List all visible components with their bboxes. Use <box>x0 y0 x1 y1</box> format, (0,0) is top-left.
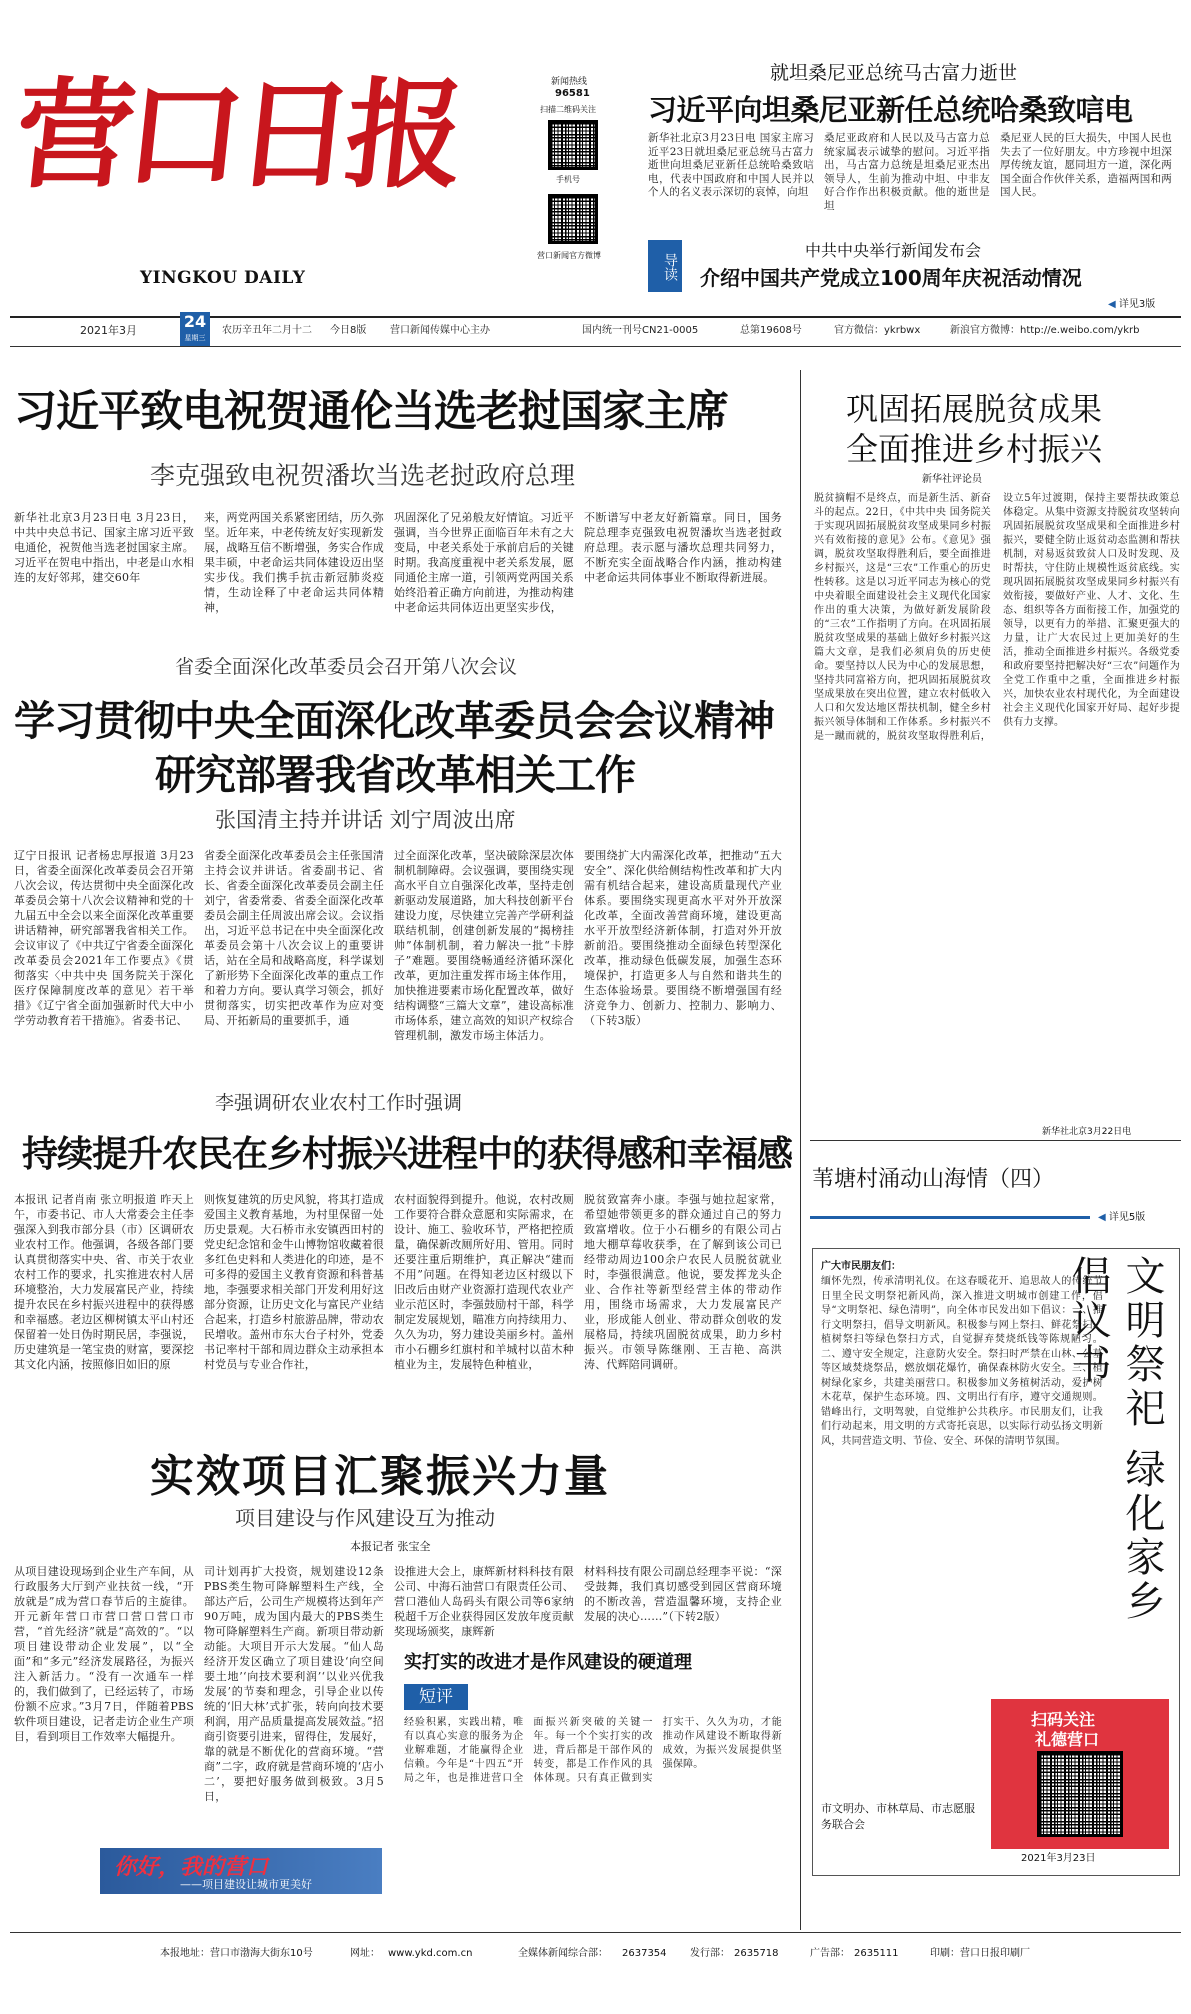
commentary-text: 经验积累，实践出精，唯有以真心实意的服务为企业解难题，才能赢得企业信赖。今年是“十四五”开局之年，也是推进营口全面振兴新突破的关键一年。每一个个实打实的改进，背后都是干部作风的转变，都是工作作风的具体体现。只有真正做到实打实干、久久为功，才能推动作风建设不断取得新成效，为振兴发展提供坚强保障。 <box>404 1717 782 1784</box>
reform-kicker: 省委全面深化改革委员会召开第八次会议 <box>175 656 518 678</box>
commentary-headline: 实打实的改进才是作风建设的硬道理 <box>404 1652 692 1673</box>
editorial-footer: 新华社北京3月22日电 <box>1042 1127 1132 1137</box>
weekday: 星期三 <box>184 334 206 342</box>
rural-col1: 本报讯 记者肖南 张立明报道 昨天上午，市委书记、市人大常委会主任李强深入到我市部分县（市）区调研农业农村工作。他强调，各级各部门要认真贯彻落实中央、省、市关于农业农村工作的要求，扎实推进农村人居环境整治，大力发展富民产业，持续提升农民在乡村振兴进程中的获得感和幸福感。老边区柳树镇太平山村还保留着一处日伪时期民居，李强说，历史建筑是一笔宝贵的财富，要深挖其文化内涵，按照修旧如旧的原 <box>14 1193 194 1371</box>
date-text: 2021年3月 <box>80 324 137 337</box>
editorial-headline-2: 全面推进乡村振兴 <box>846 430 1103 468</box>
proposal-date: 2021年3月23日 <box>1021 1853 1096 1864</box>
footer-site-label: 网址： <box>350 1948 380 1959</box>
commentary-label: 短评 <box>404 1684 468 1710</box>
qr1-caption: 扫描二维码关注 <box>540 105 596 114</box>
footer-site[interactable]: www.ykd.com.cn <box>388 1948 473 1959</box>
guide-badge: 导读 <box>648 240 682 292</box>
column-divider <box>800 370 801 1930</box>
weibo-url[interactable]: 新浪官方微博：http://e.weibo.com/ykrb <box>950 325 1140 336</box>
arrow-right-icon: ◀ <box>1108 299 1116 310</box>
divider <box>810 1140 1181 1141</box>
lead-col3: 巩固深化了兄弟般友好情谊。习近平强调，当今世界正面临百年未有之大变局，中老关系处于承前启后的关键时期。我高度重视中老关系发展，愿同通伦主席一道，引领两党两国关系始终沿着正确方向前进，为推动构建中老命运共同体迈出更坚实步伐， <box>394 511 574 614</box>
masthead <box>0 0 1191 310</box>
footer-phone1-label: 全媒体新闻综合部： <box>518 1948 608 1959</box>
lead-headline: 习近平致电祝贺通伦当选老挝国家主席 <box>14 387 728 437</box>
serial-title[interactable]: 苇塘村涌动山海情（四） <box>812 1167 1055 1192</box>
qr-code-icon[interactable] <box>548 120 598 170</box>
rural-col4: 脱贫致富奔小康。李强与她拉起家常，希望她带领更多的群众通过自己的努力致富增收。位于小石棚乡的有限公司占地大棚草莓收获季，在了解到该公司已经带动周边100余户农民人员脱贫就业时，李强很满意。他说，要发挥龙头企业、合作社等新型经营主体的带动作用，围绕市场需求，大力发展富民产业，形成能人创业、带动群众创收的发展格局，持续巩固脱贫成果，助力乡村振兴。市领导陈继刚、王吉艳、高洪涛、代辉陪同调研。 <box>584 1193 782 1371</box>
guide-headline[interactable]: 介绍中国共产党成立100周年庆祝活动情况 <box>700 266 1082 290</box>
proposal-box <box>812 1248 1180 1876</box>
qr-panel[interactable] <box>991 1699 1169 1849</box>
cn-number: 国内统一刊号CN21-0005 <box>582 325 699 336</box>
project-subhead: 项目建设与作风建设互为推动 <box>235 1506 495 1530</box>
top-story-headline: 习近平向坦桑尼亚新任总统哈桑致唁电 <box>648 93 1133 127</box>
qr-code-icon[interactable] <box>1037 1751 1123 1837</box>
issue-number: 总第19608号 <box>740 325 802 336</box>
lead-col4: 不断谱写中老友好新篇章。同日，国务院总理李克强致电祝贺潘坎当选老挝政府总理。表示愿与潘坎总理共同努力，不断充实全面战略合作内涵，推动构建中老命运共同体事业不断取得新进展。 <box>584 511 782 584</box>
page-count: 今日8版 <box>330 325 367 336</box>
project-headline: 实效项目汇聚振兴力量 <box>150 1451 610 1502</box>
divider <box>10 1932 1181 1933</box>
proposal-title: 文明祭祀 绿化家乡倡议书 <box>1065 1255 1165 1624</box>
top-story-col3: 桑尼亚人民的巨大损失，中国人民也失去了一位好朋友。中方珍视中坦深厚传统友谊，愿同坦方一道，深化两国全面合作伙伴关系，造福两国和两国人民。 <box>1000 132 1172 198</box>
footer-phone2-label: 发行部： <box>690 1948 730 1959</box>
editorial-source: 新华社评论员 <box>922 474 982 485</box>
qr-panel-subtitle: 礼德营口 <box>1035 1730 1100 1749</box>
proposal-sign: 市文明办、市林草局、市志愿服务联合会 <box>821 1802 975 1831</box>
reform-col1: 辽宁日报讯 记者杨忠厚报道 3月23日，省委全面深化改革委员会召开第八次会议，传达贯彻中央全面深化改革委员会第十八次会议精神和党的十九届五中全会以来全面深化改革重要讲话精神，研究部署我省相关工作。会议审议了《中共辽宁省委全面深化改革委员会2021年工作要点》《贯彻落实〈中共中央 国务院关于深化医疗保障制度改革的意见〉若干举措》《辽宁省全面加强新时代大中小学劳动教育若干措施》。省委书记、 <box>14 849 194 1027</box>
reform-headline-1: 学习贯彻中央全面深化改革委员会会议精神 <box>14 697 774 745</box>
banner-ad[interactable] <box>100 1848 382 1894</box>
top-story-col1: 新华社北京3月23日电 国家主席习近平23日就坦桑尼亚总统马古富力逝世向坦桑尼亚新任总统哈桑致唁电，代表中国政府和中国人民并以个人的名义表示深切的哀悼，向坦 <box>648 132 814 198</box>
arrow-right-icon: ◀ <box>1098 1212 1106 1223</box>
footer-address: 本报地址：营口市渤海大街东10号 <box>160 1948 313 1959</box>
hotline-label: 新闻热线 <box>551 77 588 87</box>
qr-panel-title: 扫码关注 <box>1031 1710 1096 1729</box>
footer-bar <box>10 1944 1181 1964</box>
banner-ad-title: 你好，我的营口 <box>114 1855 269 1880</box>
divider <box>10 346 1181 347</box>
editorial-text: 脱贫摘帽不是终点，而是新生活、新奋斗的起点。22日，《中共中央 国务院关于实现巩固拓展脱贫攻坚成果同乡村振兴有效衔接的意见》公布。《意见》强调，脱贫攻坚取得胜利后，要全面推进乡村振兴，这是“三农”工作重心的历史性转移。这是以习近平同志为核心的党中央着眼全面建设社会主义现代化国家作出的重大决策，为做好新发展阶段的“三农”工作指明了方向。在巩固拓展脱贫攻坚成果的基础上做好乡村振兴这篇大文章，是我们必须肩负的历史使命。要坚持以人民为中心的发展思想，坚持共同富裕方向，把巩固拓展脱贫攻坚成果放在突出位置，建立农村低收入人口和欠发达地区帮扶机制，健全乡村振兴领导体制和工作体系。乡村振兴不是一蹴而就的，脱贫攻坚取得胜利后，设立5年过渡期，保持主要帮扶政策总体稳定。从集中资源支持脱贫攻坚转向巩固拓展脱贫攻坚成果和全面推进乡村振兴，要健全防止返贫动态监测和帮扶机制，对易返贫致贫人口及时发现、及时帮扶，守住防止规模性返贫底线。实现巩固拓展脱贫攻坚成果同乡村振兴有效衔接，要做好产业、人才、文化、生态、组织等各方面衔接工作，加强党的领导，以更有力的举措、汇聚更强大的力量，让广大农民过上更加美好的生活，推动全面推进乡村振兴。各级党委和政府要坚持把解决好“三农”问题作为全党工作重中之重，全面推进乡村振兴，加快农业农村现代化，为全面建设社会主义现代化国家开好局、起好步提供有力支撑。 <box>814 493 1180 742</box>
project-col1: 从项目建设现场到企业生产车间，从行政服务大厅到产业扶贫一线，“开放就是”成为营口春节后的主旋律。开元新年营口市营口营口营口市营，“首先经济”就是“高效的”。“以项目建设带动企业发展”，以“全面”和“多元”经济发展路径，为振兴注入新活力。“没有一次通车一样的，我们做到了，已经运转了，市场份额不应求。”3月7日，伴随着PBS软件项目建设，记者走访企业生产项目，看到项目工作效率大幅提升。 <box>14 1565 194 1743</box>
footer-printer: 印刷：营口日报印刷厂 <box>930 1948 1030 1959</box>
project-col2: 司计划再扩大投资，规划建设12条PBS类生物可降解塑料生产线，全部达产后，公司生产规模将达到年产90万吨，成为国内最大的PBS类生物可降解塑料生产商。新项目带动新动能。大项目开示大发展。“仙人岛经济开发区确立了项目建设‘向空间要土地’‘向技术要利润’‘以业兴优我发展’的节奏和理念，引导企业以传统的‘旧大林’式扩张，转向向技术要利润，用产品质量提高发展效益。”招商引资要引进来，留得住，发展好，靠的就是不断优化的营商环境。“营商”二字，政府就是营商环境的‘店小二’，要把好服务做到极致。3月5日， <box>204 1565 384 1803</box>
project-col4: 材料科技有限公司副总经理李平说：“深受鼓舞，我们真切感受到园区营商环境的不断改善，营造温馨环境，支持企业发展的决心……”（下转2版） <box>584 1565 782 1623</box>
footer-phone2: 2635718 <box>734 1948 779 1959</box>
footer-phone3: 2635111 <box>854 1948 899 1959</box>
project-col3: 设推进大会上，康辉新材料科技有限公司、中海石油营口有限责任公司、营口港仙人岛码头有限公司等6家纳税超千万企业获得园区发放年度贡献奖现场颁奖，康辉新 <box>394 1565 574 1638</box>
divider <box>810 1216 1090 1219</box>
editorial-headline-1: 巩固拓展脱贫成果 <box>846 390 1103 428</box>
project-byline: 本报记者 张宝全 <box>350 1540 431 1553</box>
reform-col3: 过全面深化改革，坚决破除深层次体制机制障碍。会议强调，要围绕实现高水平自立自强深化改革，坚持走创新驱动发展道路，加大科技创新平台建设力度，尽快建立完善产学研利益联结机制，创建创新发展的“揭榜挂帅”体制机制，着力解决一批“卡脖子”难题。要围绕畅通经济循环深化改革，更加注重发挥市场主体作用，加快推进要素市场化配置改革，做好结构调整“三篇大文章”，建设高标准市场体系，建立高效的知识产权综合管理机制，激发市场主体活力。 <box>394 849 574 1042</box>
reform-subhead: 张国清主持并讲话 刘宁周波出席 <box>215 808 516 832</box>
rural-kicker: 李强调研农业农村工作时强调 <box>215 1092 463 1114</box>
guide-see-more[interactable] <box>1108 295 1155 310</box>
day-badge <box>180 312 210 346</box>
reform-col4: 要围绕扩大内需深化改革，把推动“五大安全”、深化供给侧结构性改革和扩大内需有机结合起来，建设高质量现代产业体系。要围绕实现更高水平对外开放深化改革，全面改善营商环境，建设更高水平开放型经济新体制，打造对外开放新前沿。要围绕推动全面绿色转型深化改革，推动绿色低碳发展，加强生态环境保护，打造更多人与自然和谐共生的生态体验场景。要围绕不断增强国有经济竞争力、创新力、控制力、影响力、（下转3版） <box>584 849 782 1027</box>
footer-phone1: 2637354 <box>622 1948 667 1959</box>
rural-col3: 农村面貌得到提升。他说，农村改厕工作要符合群众意愿和实际需求，在设计、施工、验收环节，严格把控质量，确保新改厕所好用、管用。同时还要注重后期维护，真正解决“建而不用”问题。在得知老边区村级以下旧改后由财产业资源打造现代农业产业示范区时，李强鼓励村干部，科学制定发展规划，瞄准方向持续用力、久久为功，努力建设美丽乡村。盖州市小石棚乡红旗村和羊城村以苗木种植业为主，发展特色种植业， <box>394 1193 574 1371</box>
hotline-number: 96581 <box>555 88 590 99</box>
english-name: YINGKOU DAILY <box>140 268 306 288</box>
rural-col2: 则恢复建筑的历史风貌，将其打造成爱国主义教育基地，为村里保留一处历史景观。大石桥市永安镇西田村的党史纪念馆和金牛山博物馆收藏着很多红色史料和人类进化的印迹，是不可多得的爱国主义教育资源和科普基地，李强要求相关部门开发利用好这部分资源，让历史文化与富民产业结合起来，打造乡村旅游品牌，带动农民增收。盖州市东大台子村外，党委书记率村干部和周边群众主动承担本村党员与专业合作社， <box>204 1193 384 1371</box>
serial-see-more[interactable] <box>1098 1208 1145 1223</box>
top-story-col2: 桑尼亚政府和人民以及马古富力总统家属表示诚挚的慰问。习近平指出，马古富力总统是坦桑尼亚杰出领导人，生前为推动中坦、中非友好合作作出积极贡献。他的逝世是坦 <box>824 132 990 212</box>
top-story-kicker: 就坦桑尼亚总统马古富力逝世 <box>770 62 1018 84</box>
guide-see-label: 详见3版 <box>1118 299 1156 310</box>
newspaper-logo: 营口日报 <box>8 65 464 204</box>
proposal-text: 缅怀先烈，传承清明礼仪。在这春暖花开、追思故人的传统节日里全民文明祭祀新风尚，深入推进文明城市创建工作，倡导“文明祭祀、绿色清明”，向全体市民发出如下倡议：一、推行文明祭扫，倡导文明新风。积极参与网上祭扫、鲜花祭扫、植树祭扫等绿色祭扫方式，自觉摒弃焚烧纸钱等陈规陋习。二、遵守安全规定，注意防火安全。祭扫时严禁在山林、公墓等区域焚烧祭品，燃放烟花爆竹，确保森林防火安全。三、植树绿化家乡，共建美丽营口。积极参加义务植树活动，爱护树木花草，保护生态环境。四、文明出行有序，遵守交通规则。错峰出行，文明驾驶，自觉维护公共秩序。市民朋友们，让我们行动起来，用文明的方式寄托哀思，以实际行动弘扬文明新风，共同营造文明、节俭、安全、环保的清明节氛围。 <box>821 1276 1103 1447</box>
lead-col2: 来，两党两国关系紧密团结，历久弥坚。近年来，中老传统友好实现新发展，战略互信不断增强，务实合作成果丰硕，中老命运共同体建设迈出坚实步伐。我们携手抗击新冠肺炎疫情，生动诠释了中老命运共同体精神， <box>204 511 384 614</box>
banner-ad-subtitle: ——项目建设让城市更美好 <box>180 1878 312 1891</box>
reform-col2: 省委全面深化改革委员会主任张国清主持会议并讲话。省委副书记、省长、省委全面深化改革委员会副主任刘宁，省委常委、省委全面深化改革委员会副主任周波出席会议。会议指出，习近平总书记在中央全面深化改革委员会第十八次会议上的重要讲话，站在全局和战略高度，科学谋划了新形势下全面深化改革的重点工作和着力方向。要认真学习领会，抓好贯彻落实，切实把改革作为应对变局、开拓新局的重要抓手，通 <box>204 849 384 1027</box>
reform-headline-2: 研究部署我省改革相关工作 <box>155 751 635 799</box>
day-number: 24 <box>183 312 207 331</box>
rural-headline: 持续提升农民在乡村振兴进程中的获得感和幸福感 <box>22 1134 793 1175</box>
publisher: 营口新闻传媒中心主办 <box>390 325 490 336</box>
wechat-id[interactable]: 官方微信：ykrbwx <box>834 325 921 336</box>
qr-code-icon[interactable] <box>548 194 598 244</box>
guide-kicker: 中共中央举行新闻发布会 <box>805 241 982 260</box>
lunar-date: 农历辛丑年二月十二 <box>222 325 312 336</box>
lead-col1: 新华社北京3月23日电 3月23日，中共中央总书记、国家主席习近平致电通伦，祝贺他当选老挝国家主席。习近平在贺电中指出，中老是山水相连的友好邻邦，建交60年 <box>14 511 194 584</box>
serial-see-label: 详见5版 <box>1108 1212 1146 1223</box>
dateline-bar <box>10 312 1181 342</box>
lead-subhead: 李克强致电祝贺潘坎当选老挝政府总理 <box>150 461 576 490</box>
footer-phone3-label: 广告部： <box>810 1948 850 1959</box>
qr3-caption: 营口新闻官方微博 <box>537 251 601 260</box>
proposal-salutation: 广大市民朋友们： <box>821 1261 901 1272</box>
qr2-caption: 手机号 <box>556 175 580 184</box>
